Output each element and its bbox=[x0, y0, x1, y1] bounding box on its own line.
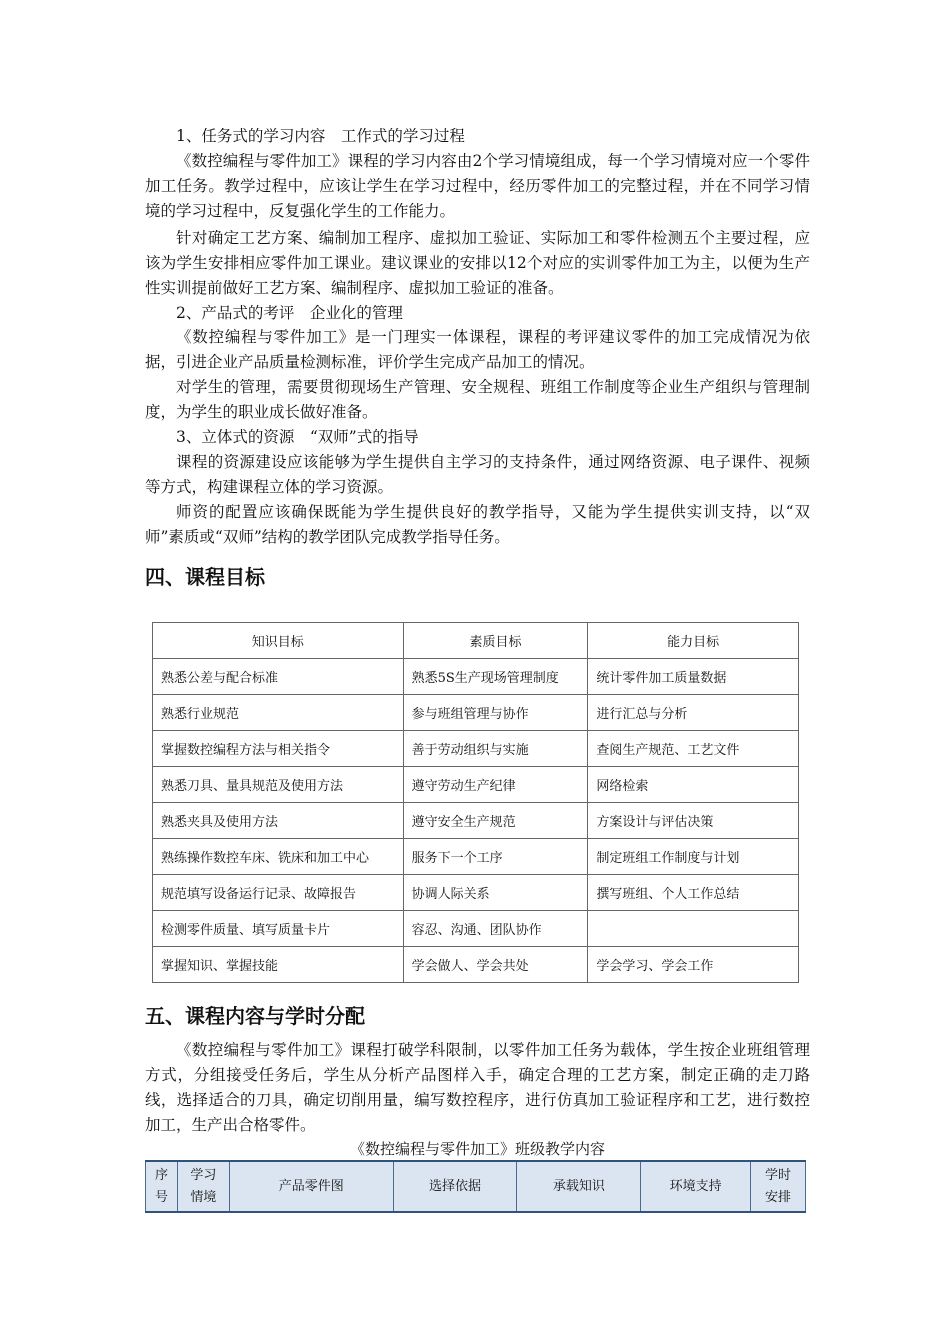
subheading-task-learning: 1、任务式的学习内容 工作式的学习过程 bbox=[176, 127, 465, 145]
table-cell: 网络检索 bbox=[588, 767, 799, 803]
table-row bbox=[153, 695, 799, 731]
table-cell bbox=[588, 911, 799, 947]
table-top-rule bbox=[145, 1160, 806, 1162]
paragraph-coursework: 针对确定工艺方案、编制加工程序、虚拟加工验证、实际加工和零件检测五个主要过程，应该为学生安排相应零件加工课业。建议课业的安排以12个对应的实训零件加工为主，以便为生产性实训提前做好工艺方案、编制程序、虚拟加工验证的准备。 bbox=[145, 229, 810, 297]
header-knowledge: 承载知识 bbox=[517, 1162, 641, 1213]
paragraph-management: 对学生的管理，需要贯彻现场生产管理、安全规程、班组工作制度等企业生产组织与管理制度，为学生的职业成长做好准备。 bbox=[145, 378, 810, 421]
header-label-line2: 安排 bbox=[765, 1190, 792, 1205]
header-part-drawing: 产品零件图 bbox=[229, 1162, 393, 1213]
table-cell: 学会学习、学会工作 bbox=[588, 947, 799, 983]
table-row bbox=[153, 659, 799, 695]
table-row bbox=[153, 947, 799, 983]
table-cell: 熟练操作数控车床、铣床和加工中心 bbox=[153, 839, 404, 875]
header-knowledge: 知识目标 bbox=[153, 623, 404, 659]
header-selection-basis: 选择依据 bbox=[393, 1162, 517, 1213]
table-row bbox=[153, 875, 799, 911]
table-cell: 熟悉夹具及使用方法 bbox=[153, 803, 404, 839]
table-cell: 熟悉公差与配合标准 bbox=[153, 659, 404, 695]
header-hours bbox=[751, 1162, 806, 1213]
table-row bbox=[153, 911, 799, 947]
table-cell: 制定班组工作制度与计划 bbox=[588, 839, 799, 875]
table-cell: 遵守劳动生产纪律 bbox=[403, 767, 588, 803]
table-cell: 掌握数控编程方法与相关指令 bbox=[153, 731, 404, 767]
table-header-row bbox=[153, 623, 799, 659]
paragraph-evaluation: 《数控编程与零件加工》是一门理实一体课程，课程的考评建议零件的加工完成情况为依据，引进企业产品质量检测标准，评价学生完成产品加工的情况。 bbox=[145, 328, 810, 371]
header-learning-situation bbox=[177, 1162, 229, 1213]
header-label-line2: 号 bbox=[154, 1190, 168, 1205]
table-cell: 撰写班组、个人工作总结 bbox=[588, 875, 799, 911]
table-cell: 遵守安全生产规范 bbox=[403, 803, 588, 839]
header-label-line1: 学时 bbox=[765, 1168, 792, 1183]
table-cell: 学会做人、学会共处 bbox=[403, 947, 588, 983]
header-index bbox=[146, 1162, 178, 1213]
table-cell: 检测零件质量、填写质量卡片 bbox=[153, 911, 404, 947]
header-environment: 环境支持 bbox=[641, 1162, 751, 1213]
table-cell: 参与班组管理与协作 bbox=[403, 695, 588, 731]
table-cell: 规范填写设备运行记录、故障报告 bbox=[153, 875, 404, 911]
table-row bbox=[153, 731, 799, 767]
table-row bbox=[153, 767, 799, 803]
section-heading-course-goals: 四、课程目标 bbox=[145, 565, 265, 589]
subheading-product-evaluation: 2、产品式的考评 企业化的管理 bbox=[176, 304, 403, 322]
table-cell: 协调人际关系 bbox=[403, 875, 588, 911]
table-cell: 方案设计与评估决策 bbox=[588, 803, 799, 839]
table-row bbox=[153, 803, 799, 839]
header-label-line1: 学习 bbox=[190, 1168, 217, 1183]
paragraph-resources: 课程的资源建设应该能够为学生提供自主学习的支持条件，通过网络资源、电子课件、视频等方式，构建课程立体的学习资源。 bbox=[145, 453, 810, 496]
course-goals-table bbox=[152, 622, 799, 983]
table-row bbox=[153, 839, 799, 875]
table-cell: 掌握知识、掌握技能 bbox=[153, 947, 404, 983]
table-cell: 服务下一个工序 bbox=[403, 839, 588, 875]
table-cell: 查阅生产规范、工艺文件 bbox=[588, 731, 799, 767]
header-ability: 能力目标 bbox=[588, 623, 799, 659]
paragraph-learning-content: 《数控编程与零件加工》课程的学习内容由2个学习情境组成，每一个学习情境对应一个零件加工任务。教学过程中，应该让学生在学习过程中，经历零件加工的完整过程，并在不同学习情境的学习过程中，反复强化学生的工作能力。 bbox=[145, 152, 810, 220]
table-cell: 进行汇总与分析 bbox=[588, 695, 799, 731]
table-cell: 统计零件加工质量数据 bbox=[588, 659, 799, 695]
table-cell: 熟悉行业规范 bbox=[153, 695, 404, 731]
class-teaching-content-table bbox=[145, 1161, 806, 1213]
table-cell: 容忍、沟通、团队协作 bbox=[403, 911, 588, 947]
table-cell: 善于劳动组织与实施 bbox=[403, 731, 588, 767]
paragraph-teachers: 师资的配置应该确保既能为学生提供良好的教学指导，又能为学生提供实训支持，以“双师”素质或“双师”结构的教学团队完成教学指导任务。 bbox=[145, 503, 810, 546]
header-quality: 素质目标 bbox=[403, 623, 588, 659]
subheading-resources: 3、立体式的资源 “双师”式的指导 bbox=[176, 428, 419, 446]
header-label-line2: 情境 bbox=[190, 1190, 217, 1205]
table-bottom-rule bbox=[145, 1211, 806, 1213]
table-header-row bbox=[146, 1162, 806, 1213]
section-heading-course-content: 五、课程内容与学时分配 bbox=[145, 1004, 365, 1028]
paragraph-course-content: 《数控编程与零件加工》课程打破学科限制，以零件加工任务为载体，学生按企业班组管理方式，分组接受任务后，学生从分析产品图样入手，确定合理的工艺方案，制定正确的走刀路线，选择适合的刀具，确定切削用量，编写数控程序，进行仿真加工验证程序和工艺，进行数控加工，生产出合格零件。 bbox=[145, 1041, 810, 1134]
header-label-line1: 序 bbox=[154, 1168, 168, 1183]
table-cell: 熟悉5S生产现场管理制度 bbox=[403, 659, 588, 695]
table-caption: 《数控编程与零件加工》班级教学内容 bbox=[349, 1140, 605, 1158]
table-cell: 熟悉刀具、量具规范及使用方法 bbox=[153, 767, 404, 803]
